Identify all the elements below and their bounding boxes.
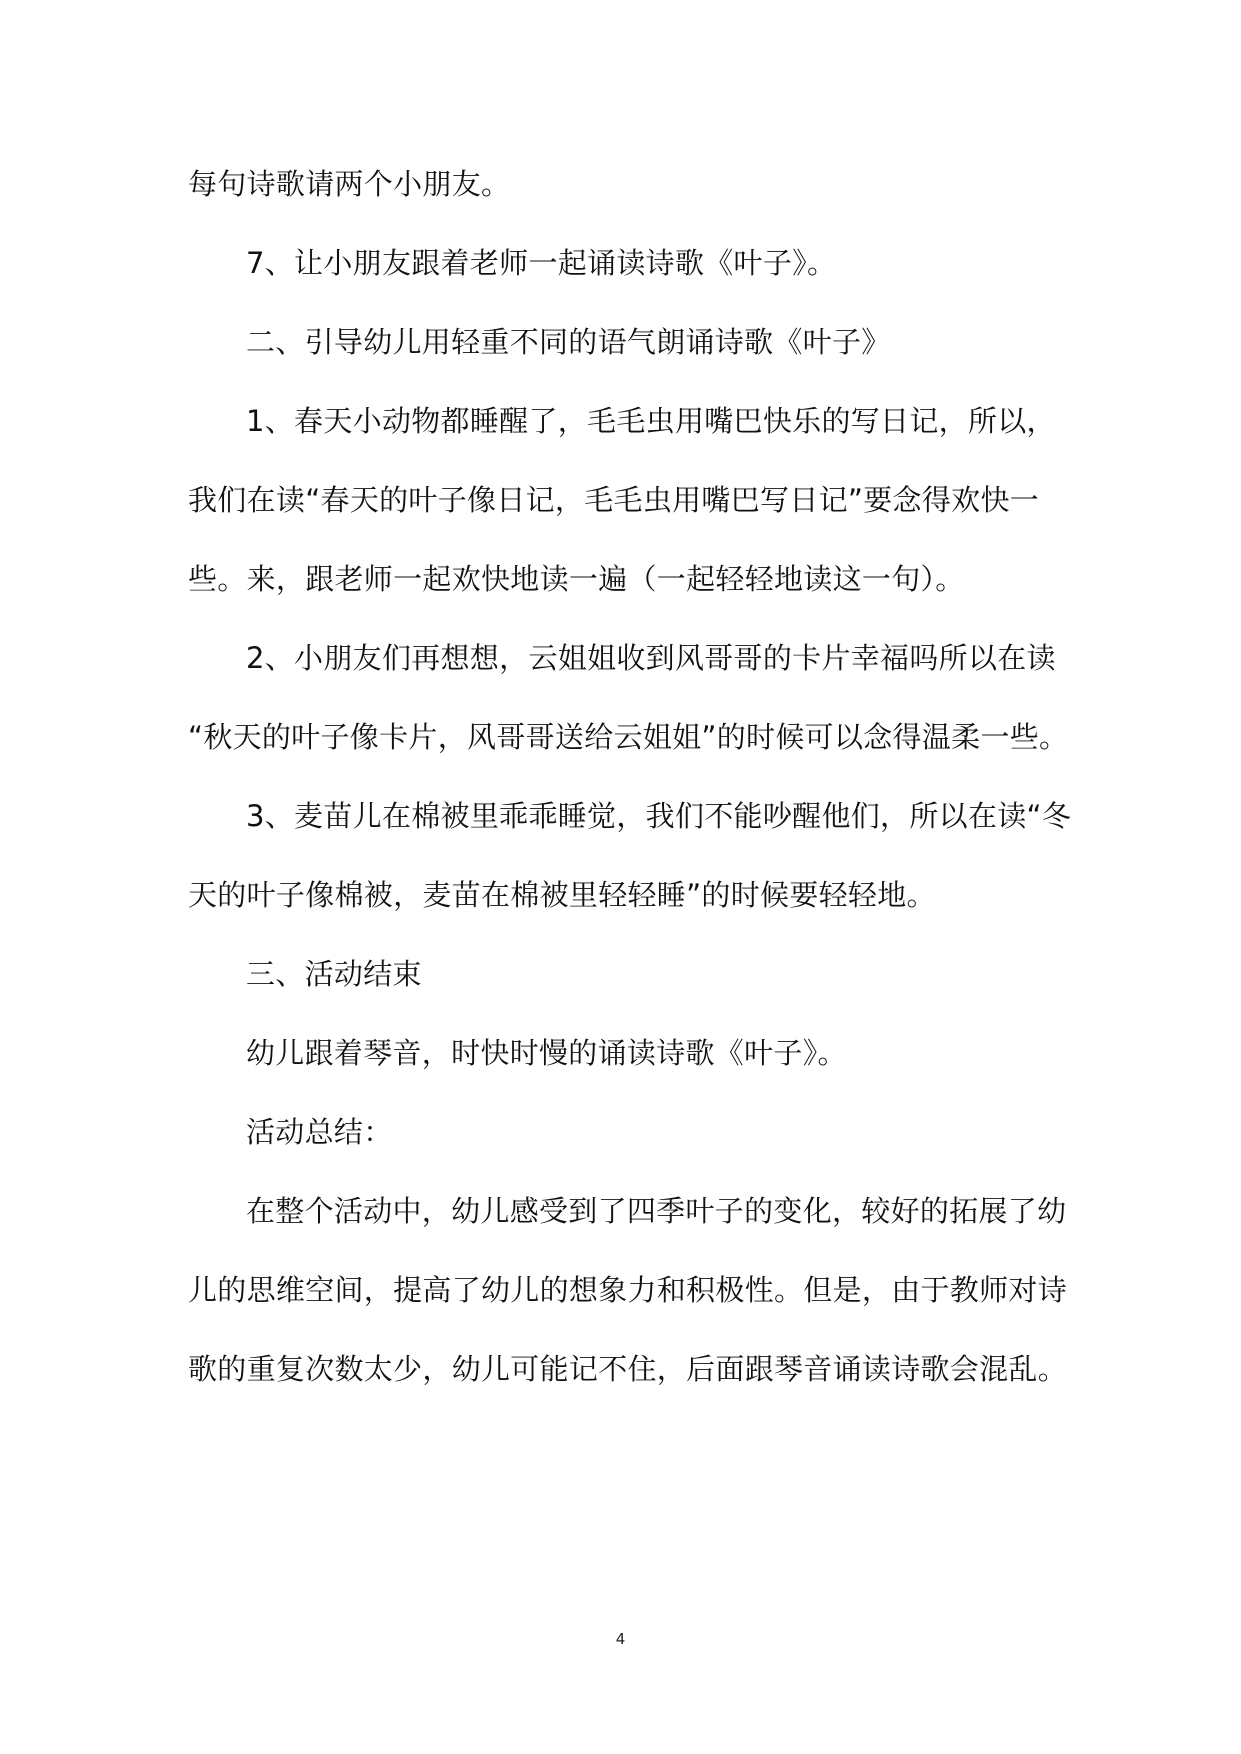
text-line: 1、春天小动物都睡醒了，毛毛虫用嘴巴快乐的写日记，所以， bbox=[246, 404, 1056, 438]
page-number: 4 bbox=[615, 1630, 626, 1648]
subheading: 活动总结： bbox=[246, 1115, 393, 1149]
text-line: 每句诗歌请两个小朋友。 bbox=[188, 167, 511, 201]
text-line: 些。来，跟老师一起欢快地读一遍（一起轻轻地读这一句）。 bbox=[188, 562, 965, 596]
text-line: 7、让小朋友跟着老师一起诵读诗歌《叶子》。 bbox=[246, 246, 837, 280]
text-line: 歌的重复次数太少，幼儿可能记不住，后面跟琴音诵读诗歌会混乱。 bbox=[188, 1352, 1068, 1386]
body-text bbox=[188, 145, 1072, 1409]
text-line: 天的叶子像棉被，麦苗在棉被里轻轻睡”的时候要轻轻地。 bbox=[188, 878, 936, 912]
text-line: 幼儿跟着琴音，时快时慢的诵读诗歌《叶子》。 bbox=[246, 1036, 847, 1070]
text-line: 我们在读“春天的叶子像日记，毛毛虫用嘴巴写日记”要念得欢快一 bbox=[188, 483, 1040, 517]
text-line: “秋天的叶子像卡片，风哥哥送给云姐姐”的时候可以念得温柔一些。 bbox=[188, 720, 1069, 754]
text-line: 在整个活动中，幼儿感受到了四季叶子的变化，较好的拓展了幼 bbox=[246, 1194, 1067, 1228]
text-line: 2、小朋友们再想想，云姐姐收到风哥哥的卡片幸福吗所以在读 bbox=[246, 641, 1056, 675]
section-heading: 三、活动结束 bbox=[246, 957, 422, 991]
text-line: 3、麦苗儿在棉被里乖乖睡觉，我们不能吵醒他们，所以在读“冬 bbox=[246, 799, 1072, 833]
text-line: 儿的思维空间，提高了幼儿的想象力和积极性。但是，由于教师对诗 bbox=[188, 1273, 1068, 1307]
section-heading: 二、引导幼儿用轻重不同的语气朗诵诗歌《叶子》 bbox=[246, 325, 891, 359]
